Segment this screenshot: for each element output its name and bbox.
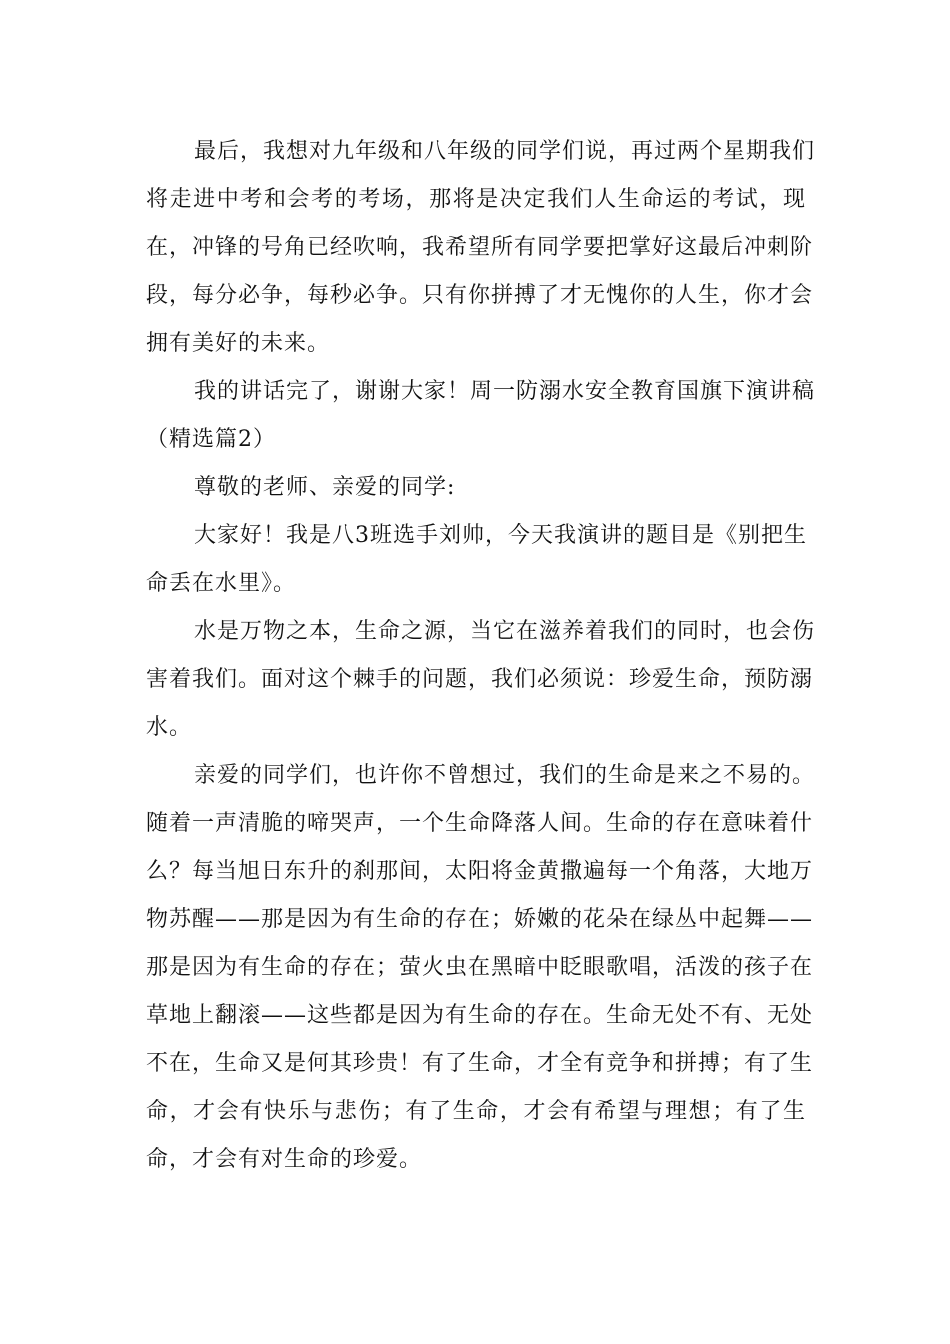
text-line: 最后，我想对九年级和八年级的同学们说，再过两个星期我们 [194, 139, 816, 164]
paragraph-thanks-and-heading [146, 368, 816, 464]
paragraph-salutation [146, 464, 806, 512]
paragraph-closing-message [146, 128, 816, 368]
text-line: 命，才会有快乐与悲伤；有了生命，才会有希望与理想；有了生 [146, 1099, 806, 1124]
text-line: 拥有美好的未来。 [146, 331, 331, 356]
text-line: 在，冲锋的号角已经吹响，我希望所有同学要把掌好这最后冲刺阶 [146, 235, 814, 260]
text-line: 水。 [146, 715, 193, 740]
text-line: 段，每分必争，每秒必争。只有你拼搏了才无愧你的人生，你才会 [146, 283, 814, 308]
text-line: 尊敬的老师、亲爱的同学: [194, 475, 456, 500]
document-body [146, 128, 816, 1184]
text-line: 水是万物之本，生命之源，当它在滋养着我们的同时，也会伤 [194, 619, 816, 644]
paragraph-value-of-life [146, 752, 816, 1184]
text-line: 大家好！我是八3班选手刘帅，今天我演讲的题目是《别把生 [194, 523, 807, 548]
paragraph-water-source [146, 608, 816, 752]
text-line: 将走进中考和会考的考场，那将是决定我们人生命运的考试，现 [146, 187, 806, 212]
text-line: 随着一声清脆的啼哭声，一个生命降落人间。生命的存在意味着什 [146, 811, 814, 836]
text-line: 不在，生命又是何其珍贵！有了生命，才全有竞争和拼搏；有了生 [146, 1051, 814, 1076]
text-line: （精选篇2） [146, 427, 276, 452]
text-line: 草地上翻滚——这些都是因为有生命的存在。生命无处不有、无处 [146, 1003, 814, 1028]
text-line: 命丢在水里》。 [146, 571, 297, 596]
text-line: 物苏醒——那是因为有生命的存在；娇嫩的花朵在绿丛中起舞—— [146, 907, 814, 932]
text-line: 害着我们。面对这个棘手的问题，我们必须说：珍爱生命，预防溺 [146, 667, 814, 692]
text-line: 亲爱的同学们，也许你不曾想过，我们的生命是来之不易的。 [194, 763, 816, 788]
text-line: 么？每当旭日东升的刹那间，太阳将金黄撒遍每一个角落，大地万 [146, 859, 814, 884]
text-line: 那是因为有生命的存在；萤火虫在黑暗中眨眼歌唱，活泼的孩子在 [146, 955, 814, 980]
text-line: 我的讲话完了，谢谢大家！周一防溺水安全教育国旗下演讲稿 [194, 379, 816, 404]
paragraph-greeting [146, 512, 806, 608]
text-line: 命，才会有对生命的珍爱。 [146, 1147, 423, 1172]
